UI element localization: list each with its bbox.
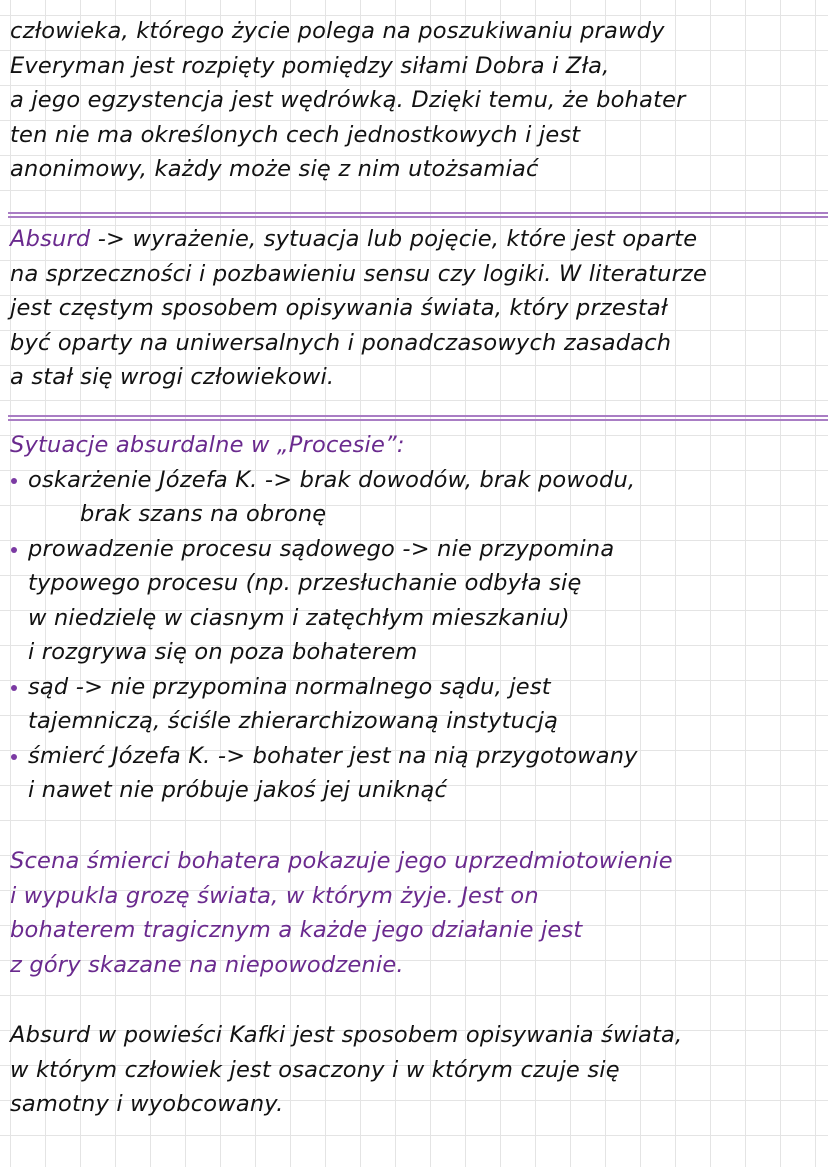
text-line: ten nie ma określonych cech jednostkowych i jest: [10, 121, 581, 148]
list-item: [10, 670, 822, 739]
text-line: bohaterem tragicznym a każde jego działanie jest: [10, 917, 583, 943]
text-line: sąd -> nie przypomina normalnego sądu, jest: [28, 673, 551, 700]
text-line: prowadzenie procesu sądowego -> nie przypomina: [28, 535, 615, 562]
text-line: typowego procesu (np. przesłuchanie odbyła się: [28, 570, 582, 596]
list-item: [10, 532, 822, 670]
text-line: tajemniczą, ściśle zhierarchizowaną instytucją: [28, 708, 559, 734]
text-line: z góry skazane na niepowodzenie.: [10, 951, 404, 978]
text-line: a jego egzystencja jest wędrówką. Dzięki temu, że bohater: [10, 87, 686, 113]
definition-text: -> wyrażenie, sytuacja lub pojęcie, które jest oparte: [90, 226, 698, 252]
text-line: być oparty na uniwersalnych i ponadczasowych zasadach: [10, 329, 672, 356]
intro-paragraph: [10, 14, 822, 187]
text-line: człowieka, którego życie polega na poszukiwaniu prawdy: [10, 18, 665, 44]
list-item: [10, 739, 822, 808]
section-divider: [8, 212, 828, 218]
text-line: Everyman jest rozpięty pomiędzy siłami Dobra i Zła,: [10, 52, 610, 79]
absurd-situations-section: [10, 428, 822, 808]
bullet-icon: [11, 547, 17, 553]
bullet-icon: [11, 685, 17, 691]
text-line: brak szans na obronę: [80, 501, 327, 527]
text-line: i wypukla grozę świata, w którym żyje. Jest on: [10, 882, 539, 909]
text-line: i rozgrywa się on poza bohaterem: [28, 639, 418, 665]
text-line: śmierć Józefa K. -> bohater jest na nią przygotowany: [28, 742, 638, 769]
section-heading: Sytuacje absurdalne w „Procesie”:: [10, 432, 405, 458]
absurd-definition: [10, 222, 822, 395]
text-line: na sprzeczności i pozbawieniu sensu czy logiki. W literaturze: [10, 260, 708, 287]
death-scene-paragraph: [10, 844, 822, 982]
text-line: Absurd w powieści Kafki jest sposobem opisywania świata,: [10, 1022, 683, 1048]
text-line: w niedzielę w ciasnym i zatęchłym mieszkaniu): [28, 604, 570, 631]
bullet-icon: [11, 754, 17, 760]
definition-term: Absurd: [10, 226, 91, 252]
text-line: samotny i wyobcowany.: [10, 1091, 284, 1117]
list-item: [10, 463, 822, 532]
text-line: a stał się wrogi człowiekowi.: [10, 364, 335, 390]
text-line: w którym człowiek jest osaczony i w którym czuje się: [10, 1056, 620, 1083]
bullet-icon: [11, 478, 17, 484]
text-line: [10, 222, 822, 257]
text-line: anonimowy, każdy może się z nim utożsamiać: [10, 156, 539, 182]
text-line: jest częstym sposobem opisywania świata, który przestał: [10, 295, 668, 321]
text-line: oskarżenie Józefa K. -> brak dowodów, brak powodu,: [28, 466, 636, 493]
section-divider: [8, 415, 828, 421]
text-line: Scena śmierci bohatera pokazuje jego uprzedmiotowienie: [10, 848, 673, 874]
text-line: i nawet nie próbuje jakoś jej uniknąć: [28, 777, 448, 803]
conclusion-paragraph: [10, 1018, 822, 1122]
